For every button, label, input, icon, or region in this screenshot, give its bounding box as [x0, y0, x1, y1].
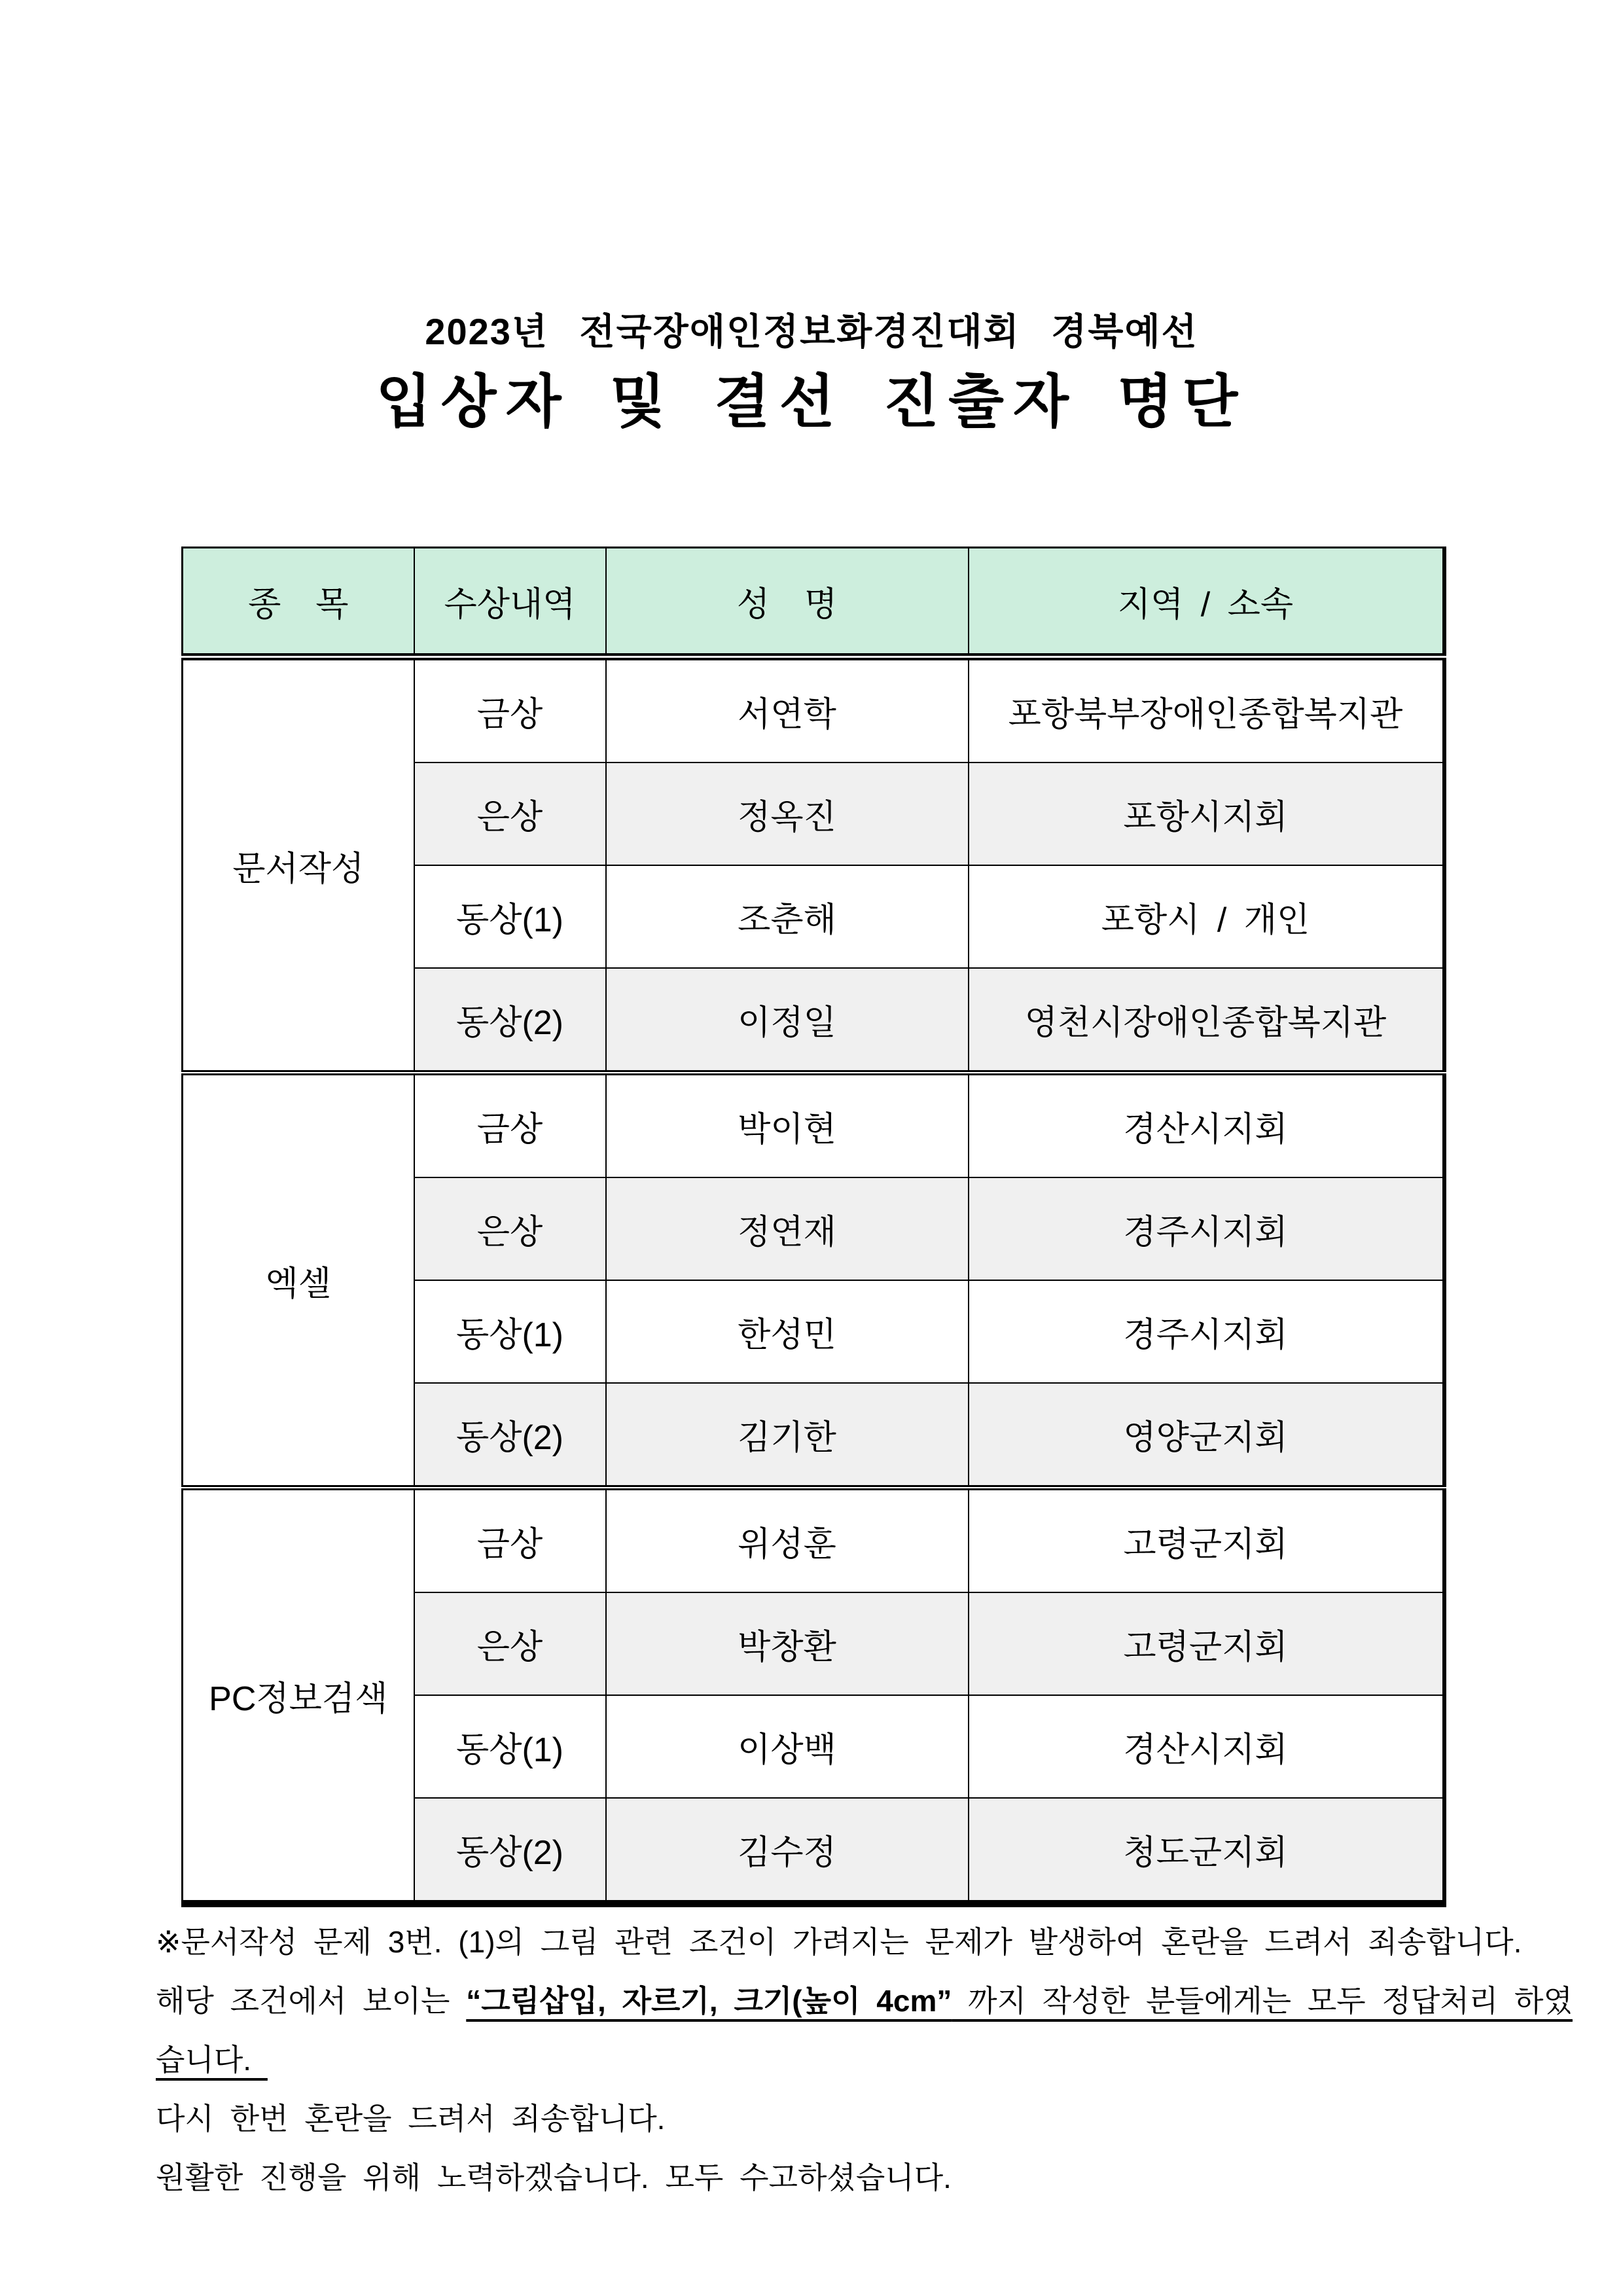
region-cell: 영천시장애인종합복지관 — [969, 968, 1444, 1073]
award-cell: 동상(1) — [414, 865, 606, 968]
award-cell: 동상(2) — [414, 968, 606, 1073]
note-line-4: 다시 한번 혼란을 드려서 죄송합니다. — [156, 2102, 666, 2136]
note-line-5: 원활한 진행을 위해 노력하겠습니다. 모두 수고하셨습니다. — [156, 2161, 952, 2195]
notes — [156, 1912, 1573, 2207]
note-line2-quote: “그림삽입, 자르기, 크기(높이 4cm” — [466, 1984, 952, 2018]
category-cell: 엑셀 — [183, 1073, 414, 1488]
name-cell: 정연재 — [606, 1177, 969, 1280]
award-cell: 동상(1) — [414, 1280, 606, 1383]
name-cell: 이정일 — [606, 968, 969, 1073]
region-cell: 영양군지회 — [969, 1383, 1444, 1488]
name-cell: 이상백 — [606, 1695, 969, 1798]
table-row — [183, 657, 1444, 763]
table-row — [183, 1073, 1444, 1177]
award-cell: 동상(1) — [414, 1695, 606, 1798]
table-body — [183, 657, 1444, 1904]
table-header — [183, 548, 1444, 657]
note-line2-rest: 까지 작성한 분들에게는 모두 정답처리 하였 — [952, 1984, 1573, 2018]
winners-table-wrapper — [181, 547, 1446, 1907]
name-cell: 조춘해 — [606, 865, 969, 968]
award-cell: 동상(2) — [414, 1798, 606, 1904]
header-name: 성 명 — [606, 548, 969, 657]
document-subtitle: 2023년 전국장애인정보화경진대회 경북예선 — [425, 311, 1198, 352]
name-cell: 위성훈 — [606, 1488, 969, 1592]
header-category: 종 목 — [183, 548, 414, 657]
note-line-3 — [156, 2030, 1478, 2089]
name-cell: 박이현 — [606, 1073, 969, 1177]
region-cell: 포항북부장애인종합복지관 — [969, 657, 1444, 763]
region-cell: 청도군지회 — [969, 1798, 1444, 1904]
name-cell: 한성민 — [606, 1280, 969, 1383]
note-line3-text: 습니다. — [156, 2043, 268, 2077]
winners-table — [181, 547, 1446, 1907]
name-cell: 박창환 — [606, 1592, 969, 1695]
document-title: 입상자 및 결선 진출자 명단 — [376, 369, 1247, 434]
award-cell: 금상 — [414, 657, 606, 763]
region-cell: 포항시지회 — [969, 762, 1444, 865]
note-line-1: ※문서작성 문제 3번. (1)의 그림 관련 조건이 가려지는 문제가 발생하여 혼란을 드려서 죄송합니다. — [156, 1925, 1522, 1959]
region-cell: 경주시지회 — [969, 1177, 1444, 1280]
header-award: 수상내역 — [414, 548, 606, 657]
award-cell: 금상 — [414, 1488, 606, 1592]
region-cell: 경산시지회 — [969, 1695, 1444, 1798]
category-cell: PC정보검색 — [183, 1488, 414, 1904]
header-region: 지역 / 소속 — [969, 548, 1444, 657]
region-cell: 포항시 / 개인 — [969, 865, 1444, 968]
award-cell: 동상(2) — [414, 1383, 606, 1488]
region-cell: 경산시지회 — [969, 1073, 1444, 1177]
award-cell: 은상 — [414, 1177, 606, 1280]
award-cell: 은상 — [414, 1592, 606, 1695]
note-line2-prefix: 해당 조건에서 보이는 — [156, 1984, 467, 2018]
header-row — [183, 548, 1444, 657]
category-cell: 문서작성 — [183, 657, 414, 1073]
name-cell: 정옥진 — [606, 762, 969, 865]
award-cell: 은상 — [414, 762, 606, 865]
name-cell: 서연학 — [606, 657, 969, 763]
region-cell: 경주시지회 — [969, 1280, 1444, 1383]
name-cell: 김수정 — [606, 1798, 969, 1904]
name-cell: 김기한 — [606, 1383, 969, 1488]
table-row — [183, 1488, 1444, 1592]
note-line-2 — [156, 1971, 1573, 2030]
award-cell: 금상 — [414, 1073, 606, 1177]
region-cell: 고령군지회 — [969, 1592, 1444, 1695]
region-cell: 고령군지회 — [969, 1488, 1444, 1592]
